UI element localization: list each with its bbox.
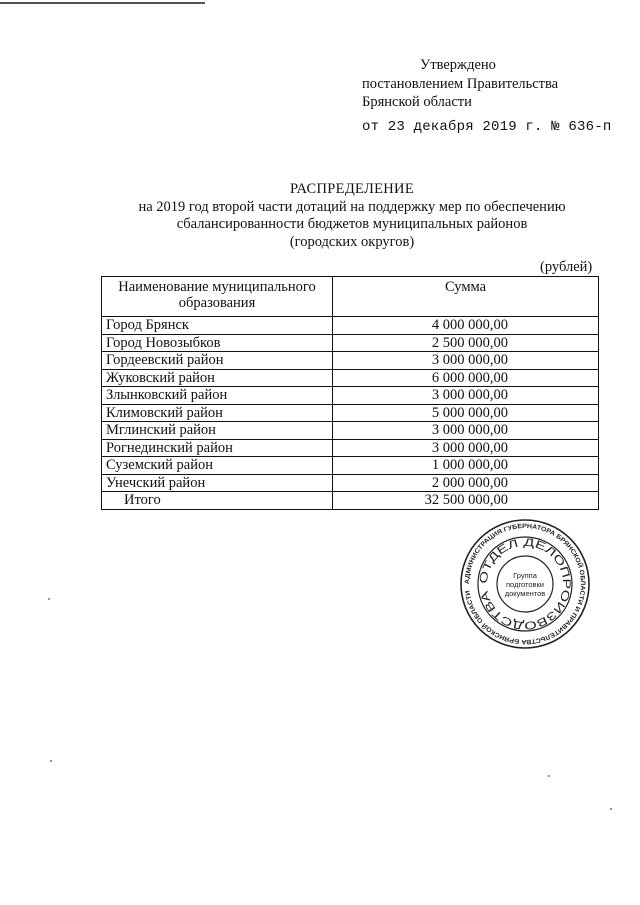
document-heading [0,181,640,251]
total-amount: 32 500 000,00 [333,492,599,510]
total-row [102,492,599,510]
amount-cell: 3 000 000,00 [333,387,599,405]
heading-line-2: сбалансированности бюджетов муниципальных районов [176,216,528,232]
stamp-middle-text: ОТДЕЛ ДЕЛОПРОИЗВОДСТВА [477,536,573,632]
top-border-line [0,2,205,4]
approval-line-1: Утверждено [420,57,496,73]
approval-block [362,56,611,136]
municipality-name: Город Новозыбков [102,334,333,352]
municipality-name: Суземский район [102,457,333,475]
table-row [102,334,599,352]
amount-cell: 1 000 000,00 [333,457,599,475]
amount-cell: 3 000 000,00 [333,422,599,440]
municipality-name: Жуковский район [102,369,333,387]
table-header-row [102,277,599,317]
approval-line-3: Брянской области [362,94,472,110]
municipality-name: Злынковский район [102,387,333,405]
stamp-center-line-1: Группа [513,571,537,580]
municipality-name: Рогнединский район [102,439,333,457]
document-title: РАСПРЕДЕЛЕНИЕ [290,181,414,197]
units-label: (рублей) [540,259,593,275]
amount-cell: 3 000 000,00 [333,439,599,457]
municipality-name: Мглинский район [102,422,333,440]
table-row [102,404,599,422]
table-row [102,422,599,440]
header-amount: Сумма [333,277,599,317]
amount-cell: 3 000 000,00 [333,352,599,370]
table-row [102,369,599,387]
stamp-center-line-3: документов [504,589,546,598]
amount-cell: 4 000 000,00 [333,317,599,335]
municipality-name: Гордеевский район [102,352,333,370]
approval-date-line: от 23 декабря 2019 г. № 636-п [362,118,612,135]
table-row [102,457,599,475]
table-row [102,439,599,457]
amount-cell: 2 500 000,00 [333,334,599,352]
stamp-outer-text: АДМИНИСТРАЦИЯ ГУБЕРНАТОРА БРЯНСКОЙ ОБЛАСТИ И ПРАВИТЕЛЬСТВА БРЯНСКОЙ ОБЛАСТИ [463,522,587,646]
heading-line-3: (городских округов) [289,233,415,250]
office-stamp-seal [459,518,591,650]
amount-cell: 6 000 000,00 [333,369,599,387]
scan-speck [50,760,52,762]
amount-cell: 5 000 000,00 [333,404,599,422]
heading-line-1: на 2019 год второй части дотаций на поддержку мер по обеспечению [138,198,566,215]
scan-speck [548,775,550,777]
scan-speck [610,808,612,810]
total-label: Итого [102,492,333,510]
table-row [102,387,599,405]
municipality-name: Город Брянск [102,317,333,335]
scan-speck [48,598,50,600]
approval-line-2: постановлением Правительства [362,75,559,92]
stamp-center-line-2: подготовки [506,580,544,589]
header-name: Наименование муниципального образования [102,277,333,317]
municipality-name: Климовский район [102,404,333,422]
amount-cell: 2 000 000,00 [333,474,599,492]
table-row [102,317,599,335]
distribution-table [101,276,599,510]
table-row [102,352,599,370]
table-row [102,474,599,492]
municipality-name: Унечский район [102,474,333,492]
